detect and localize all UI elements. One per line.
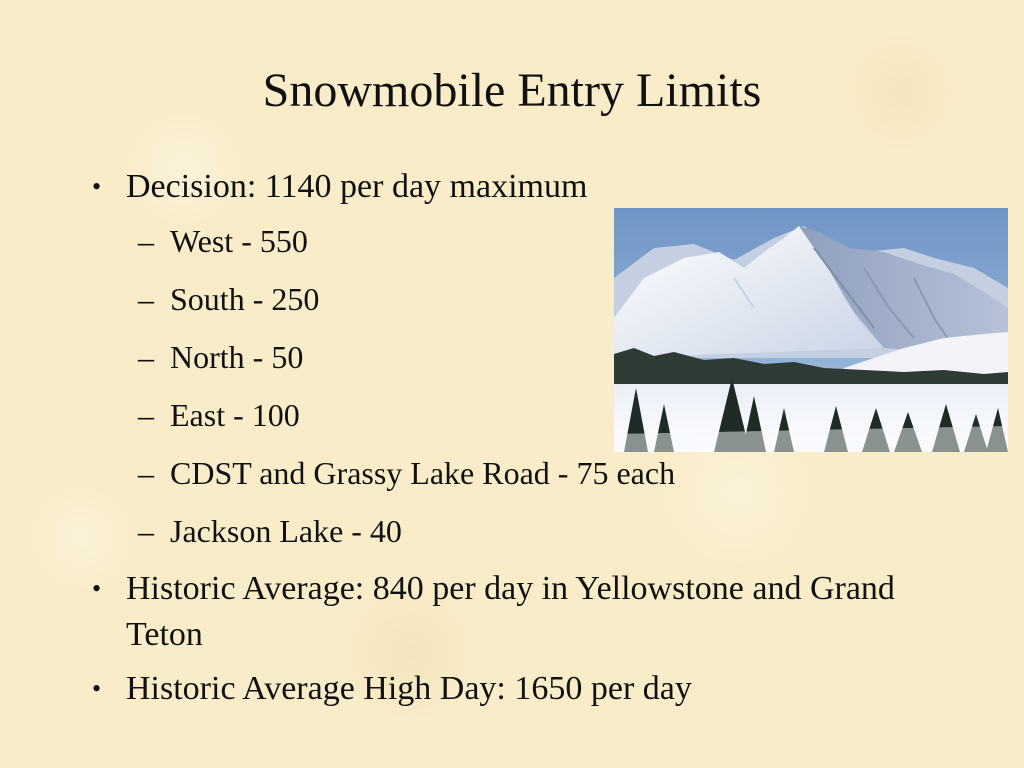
sub-bullet-cdst-grassy-lake [92, 450, 912, 496]
slide-title: Snowmobile Entry Limits [262, 64, 762, 117]
sub-bullet-text: East - 100 [170, 397, 300, 433]
dash-icon: – [138, 281, 154, 317]
bullet-dot-icon: • [92, 172, 102, 201]
bullet-dot-icon: • [92, 574, 102, 603]
dash-icon: – [138, 223, 154, 259]
bullet-historic-average [92, 566, 912, 658]
sub-bullet-jackson-lake [92, 508, 912, 554]
dash-icon: – [138, 397, 154, 433]
sub-bullet-text: Jackson Lake - 40 [170, 513, 402, 549]
dash-icon: – [138, 339, 154, 375]
dash-icon: – [138, 513, 154, 549]
sub-bullet-text: South - 250 [170, 281, 320, 317]
sub-bullet-text: CDST and Grassy Lake Road - 75 each [170, 455, 676, 491]
mountain-landscape-icon [614, 208, 1008, 452]
bullet-historic-high-day [92, 666, 912, 712]
snowy-mountain-photo [614, 208, 1008, 452]
sub-bullet-text: West - 550 [170, 223, 308, 259]
bullet-decision [92, 164, 912, 210]
bullet-text: Historic Average: 840 per day in Yellowstone and Grand Teton [126, 570, 895, 653]
sub-bullet-text: North - 50 [170, 339, 304, 375]
bullet-text: Historic Average High Day: 1650 per day [126, 670, 692, 707]
bullet-text: Decision: 1140 per day maximum [126, 168, 588, 205]
dash-icon: – [138, 455, 154, 491]
bullet-dot-icon: • [92, 674, 102, 703]
